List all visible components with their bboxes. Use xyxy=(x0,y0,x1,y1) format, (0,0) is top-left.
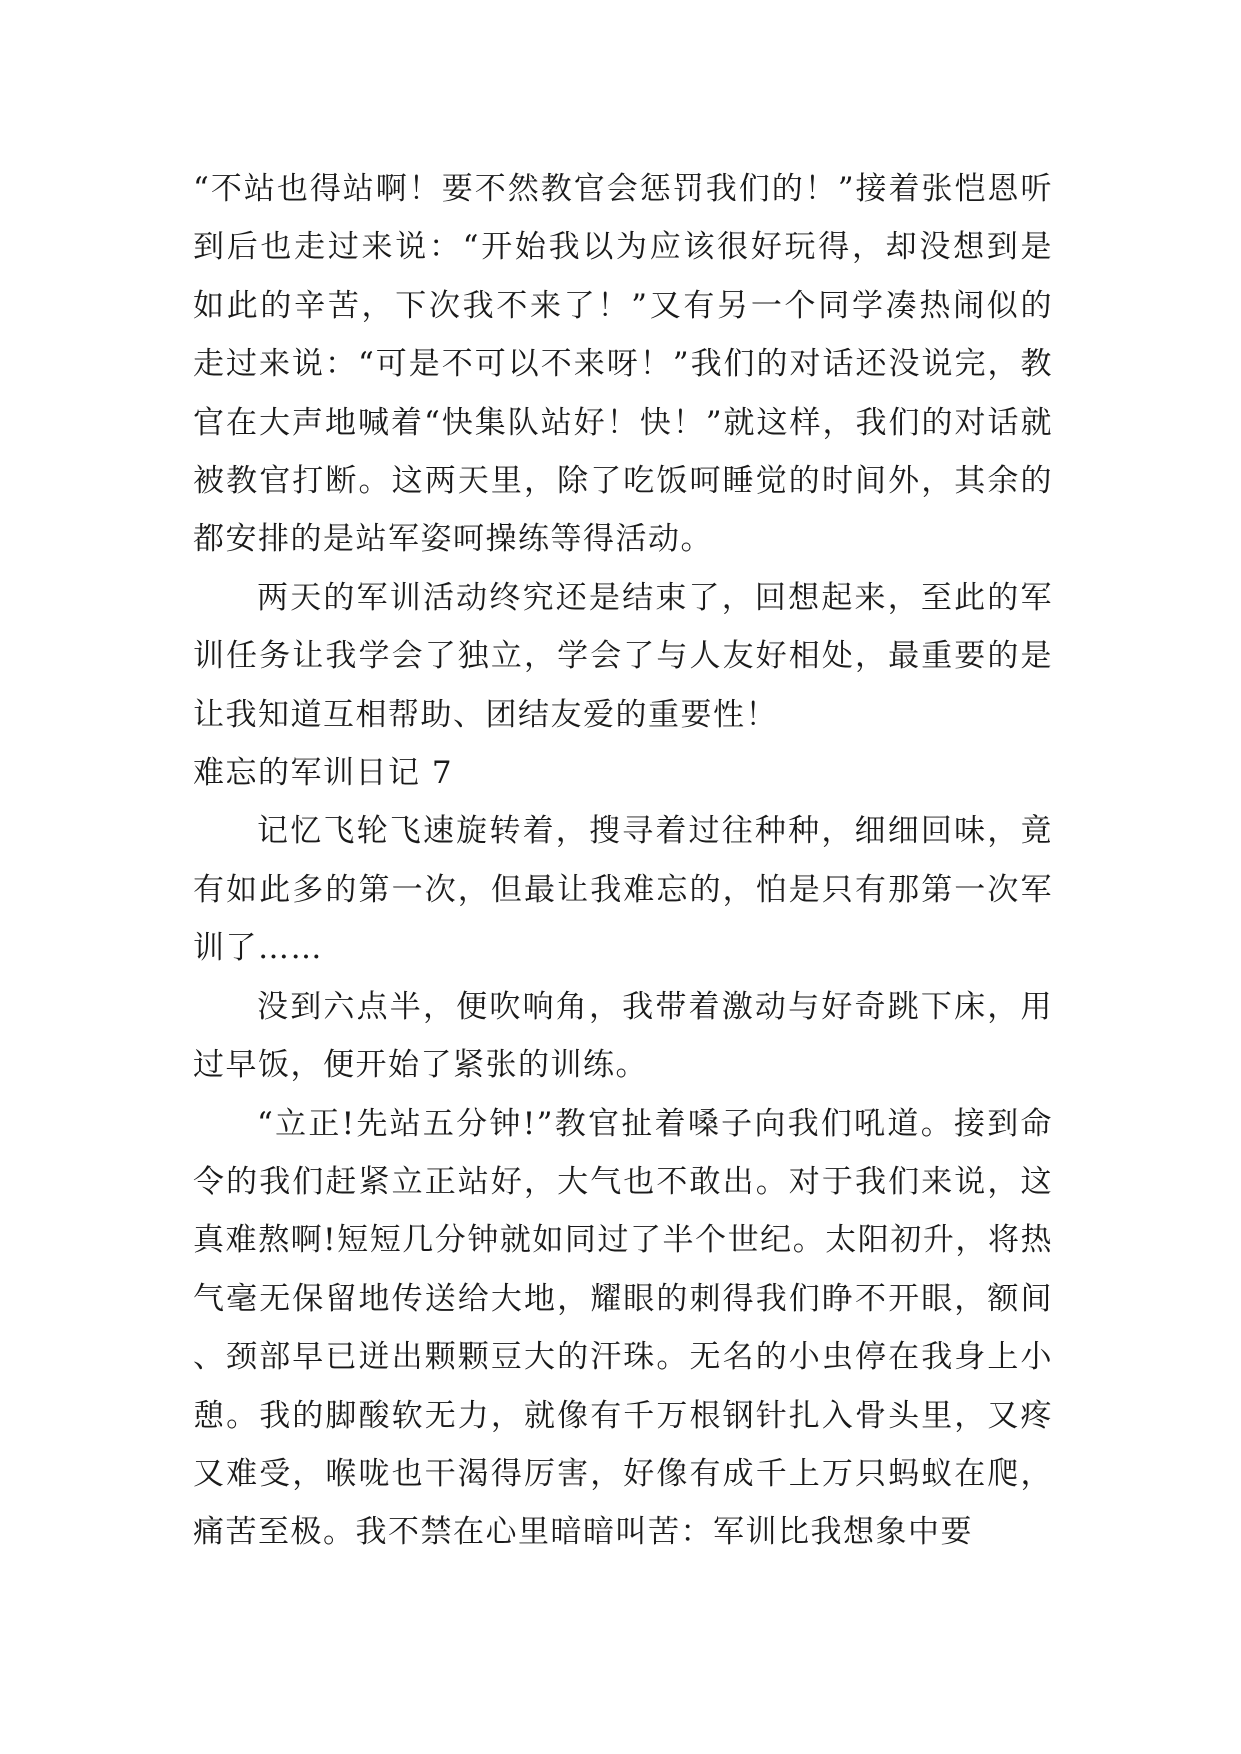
paragraph-morning: 没到六点半，便吹响角，我带着激动与好奇跳下床，用过早饭，便开始了紧张的训练。 xyxy=(193,988,1053,1084)
document-body xyxy=(193,160,1053,1562)
section-title: 难忘的军训日记 7 xyxy=(193,755,454,792)
paragraph-conclusion: 两天的军训活动终究还是结束了，回想起来，至此的军训任务让我学会了独立，学会了与人友好相处，最重要的是让我知道互相帮助、团结友爱的重要性！ xyxy=(193,579,1053,733)
paragraph-training: “立正!先站五分钟!”教官扯着嗓子向我们吼道。接到命令的我们赶紧立正站好，大气也不敢出。对于我们来说，这真难熬啊!短短几分钟就如同过了半个世纪。太阳初升，将热气毫无保留地传送给大地，耀眼的刺得我们睁不开眼，额间、颈部早已迸出颗颗豆大的汗珠。无名的小虫停在我身上小憩。我的脚酸软无力，就像有千万根钢针扎入骨头里，又疼又难受，喉咙也干渴得厉害，好像有成千上万只蚂蚁在爬，痛苦至极。我不禁在心里暗暗叫苦：军训比我想象中要 xyxy=(193,1105,1053,1551)
paragraph-dialogue: “不站也得站啊！要不然教官会惩罚我们的！”接着张恺恩听到后也走过来说：“开始我以为应该很好玩得，却没想到是如此的辛苦，下次我不来了！”又有另一个同学凑热闹似的走过来说：“可是不可以不来呀！”我们的对话还没说完，教官在大声地喊着“快集队站好！快！”就这样，我们的对话就被教官打断。这两天里，除了吃饭呵睡觉的时间外，其余的都安排的是站军姿呵操练等得活动。 xyxy=(193,171,1053,558)
paragraph-memory: 记忆飞轮飞速旋转着，搜寻着过往种种，细细回味，竟有如此多的第一次，但最让我难忘的，怕是只有那第一次军训了…… xyxy=(193,813,1053,967)
